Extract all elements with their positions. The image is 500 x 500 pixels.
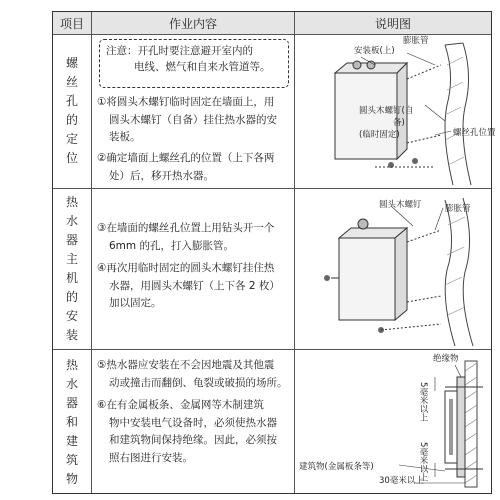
step-1 bbox=[97, 94, 293, 147]
item-char: 主 bbox=[65, 252, 78, 266]
step-line: 处）后，移开热水器。 bbox=[109, 169, 214, 182]
step-line: 物中安装电气设备时，必须使热水器 bbox=[109, 416, 277, 429]
label-expansion-pipe: 膨胀管 bbox=[445, 204, 471, 214]
step-4 bbox=[97, 260, 293, 313]
item-char: 水 bbox=[65, 377, 78, 391]
label-round-screw-2: 备) bbox=[393, 118, 405, 128]
label-mount-plate: 安装板(上) bbox=[354, 46, 395, 56]
label-temp-fixed: (临时固定) bbox=[359, 130, 400, 140]
item-char: 器 bbox=[65, 396, 78, 410]
item-char: 螺 bbox=[65, 56, 78, 70]
item-char: 筑 bbox=[65, 453, 78, 467]
item-char: 热 bbox=[65, 358, 78, 372]
item-char: 水 bbox=[65, 214, 78, 228]
header-item: 项目 bbox=[53, 12, 91, 34]
step-line: ②确定墙面上螺丝孔的位置（上下各两 bbox=[97, 152, 275, 164]
item-char: 的 bbox=[65, 290, 78, 304]
step-line: 水器，用圆头木螺钉（上下各 2 枚） bbox=[109, 279, 280, 292]
step-line: 装板。 bbox=[109, 131, 141, 143]
installation-table bbox=[52, 11, 496, 494]
step-line: 和建筑物间保持绝缘。因此，必须按 bbox=[109, 434, 277, 446]
label-building: 建筑物(金属板条等) bbox=[299, 462, 374, 472]
row2-item bbox=[53, 189, 91, 349]
label-gap-top: 5毫米以上 bbox=[418, 382, 428, 422]
item-char: 装 bbox=[65, 328, 78, 342]
step-line: ③在墙面的螺丝孔位置上用钻头开一个 bbox=[97, 222, 275, 234]
step-line: 照右图进行安装。 bbox=[109, 451, 193, 464]
label-screw-hole: 螺丝孔位置 bbox=[453, 128, 496, 138]
label-distance: 30毫米以上 bbox=[379, 476, 424, 486]
item-char: 孔 bbox=[65, 94, 78, 108]
notice-line: 注意：开孔时要注意避开室内的 bbox=[106, 45, 253, 57]
step-6 bbox=[97, 397, 293, 467]
item-char: 位 bbox=[65, 151, 78, 165]
step-line: 圆头木螺钉（自备）挂住热水器的安 bbox=[109, 113, 277, 126]
step-2 bbox=[97, 150, 293, 185]
label-round-screw: 圆头木螺钉(自 bbox=[359, 106, 414, 116]
label-insulator: 绝缘物 bbox=[433, 354, 459, 364]
step-line: 6mm 的孔，打入膨胀管。 bbox=[109, 239, 234, 252]
notice-box bbox=[99, 39, 289, 88]
item-char: 机 bbox=[65, 271, 78, 285]
step-3 bbox=[97, 220, 293, 255]
item-char: 丝 bbox=[65, 75, 78, 89]
item-char: 和 bbox=[65, 415, 78, 429]
column-divider bbox=[91, 12, 92, 493]
row1-item bbox=[53, 34, 91, 188]
step-5 bbox=[97, 357, 293, 392]
header-diagram: 说明图 bbox=[295, 12, 491, 34]
step-line: ⑤热水器应安装在不会因地震及其他震 bbox=[97, 359, 275, 371]
item-char: 建 bbox=[65, 434, 78, 448]
row-divider bbox=[53, 188, 491, 189]
item-char: 热 bbox=[65, 195, 78, 209]
step-line: ①将圆头木螺钉临时固定在墙面上，用 bbox=[97, 96, 275, 108]
row-divider bbox=[53, 349, 491, 350]
header-content: 作业内容 bbox=[92, 12, 294, 34]
item-char: 安 bbox=[65, 309, 78, 323]
item-char: 物 bbox=[65, 472, 78, 486]
row3-item bbox=[53, 350, 91, 495]
step-line: 动或撞击而翻倒、龟裂或破损的场所。 bbox=[109, 376, 288, 389]
step-line: ⑥在有金属板条、金属网等木制建筑 bbox=[97, 399, 264, 411]
step-line: ④再次用临时固定的圆头木螺钉挂住热 bbox=[97, 262, 275, 274]
step-line: 加以固定。 bbox=[109, 297, 162, 309]
label-gap-bottom: 5毫米以上 bbox=[418, 442, 428, 482]
item-char: 器 bbox=[65, 233, 78, 247]
item-char: 定 bbox=[65, 132, 78, 146]
item-char: 的 bbox=[65, 113, 78, 127]
label-expansion-pipe: 膨胀管 bbox=[403, 36, 429, 46]
label-round-screw: 圆头木螺钉 bbox=[379, 200, 422, 210]
notice-line: 电线、燃气和自来水管道等。 bbox=[134, 61, 271, 73]
